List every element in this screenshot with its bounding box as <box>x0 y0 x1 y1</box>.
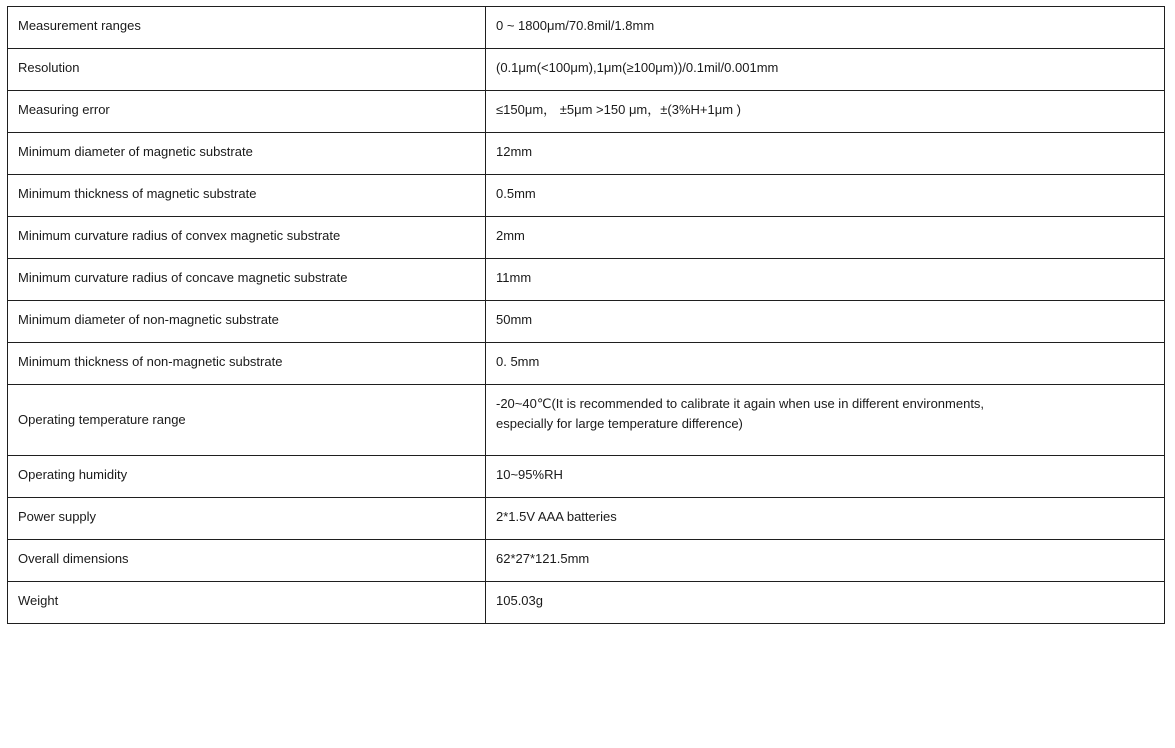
spec-label: Minimum thickness of magnetic substrate <box>8 175 486 217</box>
spec-value: 0.5mm <box>486 175 1165 217</box>
spec-label: Overall dimensions <box>8 540 486 582</box>
spec-label: Operating temperature range <box>8 385 486 456</box>
spec-value: 10~95%RH <box>486 456 1165 498</box>
table-row <box>8 49 1165 91</box>
spec-value: 0. 5mm <box>486 343 1165 385</box>
spec-value: 11mm <box>486 259 1165 301</box>
spec-label: Power supply <box>8 498 486 540</box>
table-row <box>8 133 1165 175</box>
table-row <box>8 498 1165 540</box>
table-row <box>8 7 1165 49</box>
table-row <box>8 301 1165 343</box>
spec-value: 2*1.5V AAA batteries <box>486 498 1165 540</box>
spec-value-line: especially for large temperature difference) <box>496 416 743 431</box>
spec-value: (0.1μm(<100μm),1μm(≥100μm))/0.1mil/0.001mm <box>486 49 1165 91</box>
spec-value: 2mm <box>486 217 1165 259</box>
spec-value: ≤150μm， ±5μm >150 μm，±(3%H+1μm ) <box>486 91 1165 133</box>
spec-label: Weight <box>8 582 486 624</box>
spec-label: Measurement ranges <box>8 7 486 49</box>
spec-label: Minimum thickness of non-magnetic substrate <box>8 343 486 385</box>
table-row <box>8 175 1165 217</box>
table-row <box>8 91 1165 133</box>
spec-value: 105.03g <box>486 582 1165 624</box>
spec-label: Measuring error <box>8 91 486 133</box>
spec-label: Resolution <box>8 49 486 91</box>
spec-value: 12mm <box>486 133 1165 175</box>
spec-value: 0 ~ 1800μm/70.8mil/1.8mm <box>486 7 1165 49</box>
spec-value: 62*27*121.5mm <box>486 540 1165 582</box>
spec-value-line: -20~40℃(It is recommended to calibrate it again when use in different environments, <box>496 396 985 411</box>
table-row <box>8 217 1165 259</box>
table-row <box>8 385 1165 456</box>
table-row <box>8 582 1165 624</box>
table-row <box>8 259 1165 301</box>
spec-value: 50mm <box>486 301 1165 343</box>
spec-label: Minimum diameter of non-magnetic substrate <box>8 301 486 343</box>
spec-label: Minimum diameter of magnetic substrate <box>8 133 486 175</box>
table-row <box>8 540 1165 582</box>
spec-label: Minimum curvature radius of convex magnetic substrate <box>8 217 486 259</box>
table-row <box>8 343 1165 385</box>
table-row <box>8 456 1165 498</box>
spec-label: Minimum curvature radius of concave magnetic substrate <box>8 259 486 301</box>
specification-table <box>7 6 1165 624</box>
spec-value <box>486 385 1165 456</box>
spec-label: Operating humidity <box>8 456 486 498</box>
